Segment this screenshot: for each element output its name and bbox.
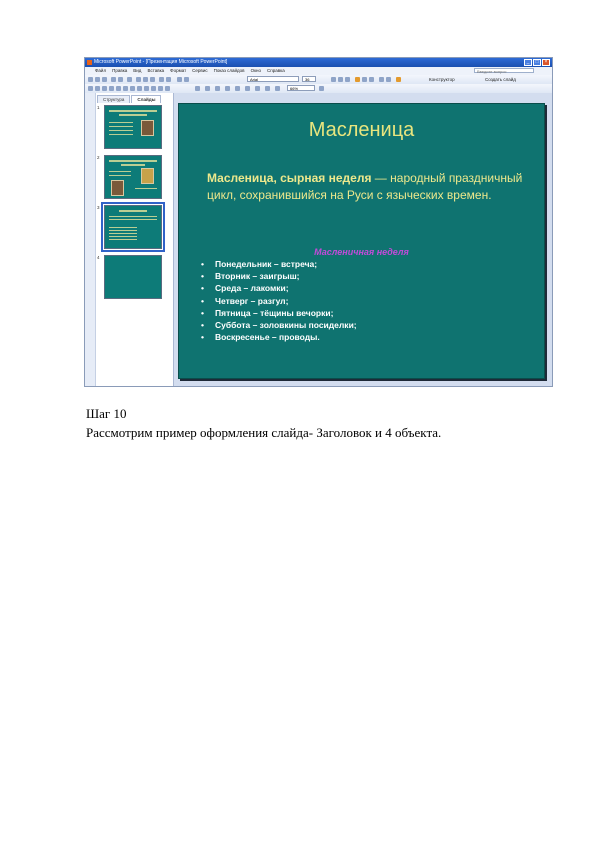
help-search-input[interactable]: Введите вопрос <box>474 68 534 73</box>
diagram-icon[interactable] <box>151 86 156 91</box>
tab-slides[interactable]: Слайды <box>131 95 161 103</box>
thumb-text-line <box>109 219 157 220</box>
list-item: • Вторник – заигрыш; <box>201 270 357 282</box>
new-slide-button[interactable]: Создать слайд <box>485 77 516 82</box>
thumb-text-line <box>109 233 137 234</box>
zoom-icon[interactable] <box>275 86 280 91</box>
draw-icon[interactable] <box>88 86 93 91</box>
insert-table-icon[interactable] <box>215 86 220 91</box>
save-icon[interactable] <box>102 77 107 82</box>
design-button[interactable]: Конструктор <box>429 77 455 82</box>
tab-outline[interactable]: Структура <box>97 95 130 103</box>
window-title: Microsoft PowerPoint - [Презентация Microsoft PowerPoint] <box>94 59 228 65</box>
font-size-select[interactable]: 36 <box>302 76 316 82</box>
slide-number: 4 <box>97 255 100 260</box>
slide-thumbnail[interactable] <box>104 155 162 199</box>
picture-icon[interactable] <box>165 86 170 91</box>
window-titlebar <box>85 58 552 67</box>
insert-chart-icon[interactable] <box>225 86 230 91</box>
help-icon[interactable] <box>319 86 324 91</box>
thumb-book-image <box>141 168 154 184</box>
font-color-icon[interactable] <box>396 77 401 82</box>
underline-icon[interactable] <box>345 77 350 82</box>
slide-thumbnail-selected[interactable] <box>104 205 162 249</box>
paste-icon[interactable] <box>150 77 155 82</box>
slide-number: 3 <box>97 205 100 210</box>
thumb-text-line <box>109 122 133 123</box>
thumb-text-line <box>109 126 133 127</box>
zoom-select[interactable]: 66% <box>287 85 315 91</box>
line-icon[interactable] <box>109 86 114 91</box>
redo-icon[interactable] <box>166 77 171 82</box>
slide-number: 1 <box>97 105 100 110</box>
clipart-icon[interactable] <box>158 86 163 91</box>
color-grayscale-icon[interactable] <box>265 86 270 91</box>
list-item: • Суббота – золовкины посиделки; <box>201 319 357 331</box>
undo-icon[interactable] <box>159 77 164 82</box>
thumb-title-line <box>109 110 157 112</box>
italic-icon[interactable] <box>338 77 343 82</box>
menu-slideshow[interactable]: Показ слайдов <box>213 68 245 73</box>
tables-borders-icon[interactable] <box>205 86 210 91</box>
thumb-text-line <box>109 130 133 131</box>
list-item: • Четверг – разгул; <box>201 295 357 307</box>
pane-icon-strip <box>85 93 96 386</box>
chart-icon[interactable] <box>177 77 182 82</box>
print-icon[interactable] <box>111 77 116 82</box>
slide-thumbnail[interactable] <box>104 105 162 149</box>
slide-number: 2 <box>97 155 100 160</box>
list-item: • Среда – лакомки; <box>201 282 357 294</box>
cut-icon[interactable] <box>136 77 141 82</box>
thumb-text-line <box>109 236 137 237</box>
thumb-title-line <box>109 160 157 162</box>
step-caption: Рассмотрим пример оформления слайда- Заголовок и 4 объекта. <box>86 425 442 440</box>
menu-insert[interactable]: Вставка <box>147 68 165 73</box>
powerpoint-screenshot <box>84 57 553 387</box>
select-icon[interactable] <box>95 86 100 91</box>
thumb-text-line <box>109 227 137 228</box>
preview-icon[interactable] <box>118 77 123 82</box>
thumb-portrait-image <box>111 180 124 196</box>
close-button[interactable]: × <box>542 59 550 66</box>
minimize-button[interactable]: _ <box>524 59 532 66</box>
thumb-title-line <box>119 114 147 116</box>
slide-thumbnail[interactable] <box>104 255 162 299</box>
menu-view[interactable]: Вид <box>133 68 142 73</box>
align-center-icon[interactable] <box>362 77 367 82</box>
maximize-button[interactable]: □ <box>533 59 541 66</box>
days-list[interactable] <box>201 258 357 343</box>
slide-canvas[interactable] <box>178 103 545 379</box>
window-controls <box>524 59 550 66</box>
spelling-icon[interactable] <box>127 77 132 82</box>
thumb-title-line <box>119 210 147 212</box>
bold-icon[interactable] <box>331 77 336 82</box>
slide-title[interactable]: Масленица <box>308 119 415 141</box>
align-left-icon[interactable] <box>355 77 360 82</box>
menu-edit[interactable]: Правка <box>112 68 128 73</box>
slides-pane <box>85 93 174 386</box>
numbering-icon[interactable] <box>379 77 384 82</box>
slide-subtitle[interactable]: Масленичная неделя <box>314 247 409 257</box>
menu-file[interactable]: Файл <box>95 68 107 73</box>
thumb-title-line <box>121 164 145 166</box>
table-icon[interactable] <box>184 77 189 82</box>
shapes-icon[interactable] <box>102 86 107 91</box>
textbox-icon[interactable] <box>137 86 142 91</box>
menu-tools[interactable]: Сервис <box>192 68 208 73</box>
menu-help[interactable]: Справка <box>267 68 285 73</box>
oval-icon[interactable] <box>130 86 135 91</box>
grid-icon[interactable] <box>255 86 260 91</box>
align-right-icon[interactable] <box>369 77 374 82</box>
powerpoint-app-icon <box>87 60 92 65</box>
bullets-icon[interactable] <box>386 77 391 82</box>
show-formatting-icon[interactable] <box>245 86 250 91</box>
copy-icon[interactable] <box>143 77 148 82</box>
thumb-text-line <box>135 188 157 189</box>
font-name-select[interactable]: Arial <box>247 76 299 82</box>
slide-editing-area <box>174 93 552 386</box>
thumb-text-line <box>109 171 131 172</box>
arrow-icon[interactable] <box>116 86 121 91</box>
thumb-text-line <box>109 175 131 176</box>
step-heading: Шаг 10 <box>86 406 127 421</box>
thumb-text-line <box>109 216 157 217</box>
open-icon[interactable] <box>95 77 100 82</box>
thumb-text-line <box>109 239 137 240</box>
slide-lead-text[interactable] <box>207 170 527 204</box>
hyperlink-icon[interactable] <box>195 86 200 91</box>
expand-all-icon[interactable] <box>235 86 240 91</box>
slide-lead-bold: Масленица, сырная неделя <box>207 171 372 185</box>
slide-lead-rest: — народный праздничный цикл, сохранившийся на Руси с языческих времен. <box>207 171 523 202</box>
menu-format[interactable]: Формат <box>170 68 187 73</box>
list-item: • Понедельник – встреча; <box>201 258 357 270</box>
new-icon[interactable] <box>88 77 93 82</box>
thumb-portrait-image <box>141 120 154 136</box>
thumb-text-line <box>109 134 133 135</box>
rectangle-icon[interactable] <box>123 86 128 91</box>
menu-window[interactable]: Окно <box>250 68 262 73</box>
pane-tabs <box>97 95 161 103</box>
list-item: • Воскресенье – проводы. <box>201 331 357 343</box>
thumb-text-line <box>109 230 137 231</box>
list-item: • Пятница – тёщины вечорки; <box>201 307 357 319</box>
wordart-icon[interactable] <box>144 86 149 91</box>
